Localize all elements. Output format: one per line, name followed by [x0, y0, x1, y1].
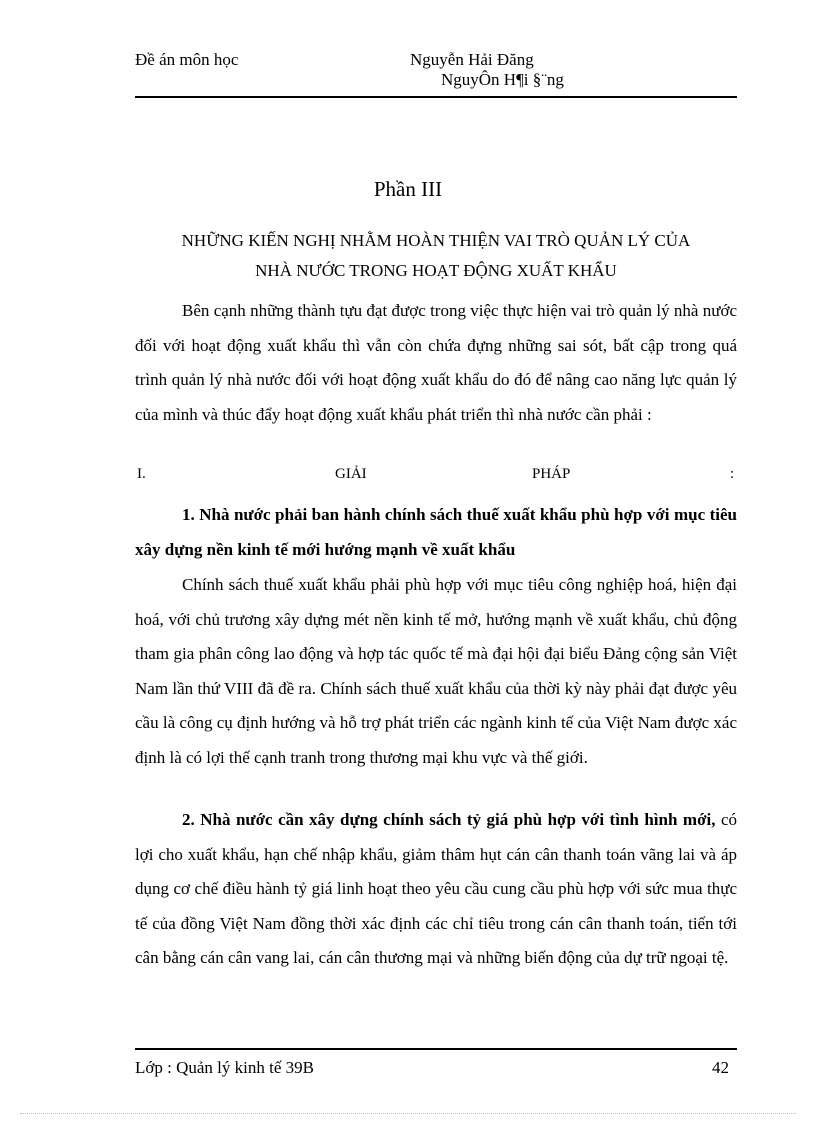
- section-1-body: [135, 568, 737, 776]
- solutions-word-2: PHÁP: [532, 466, 571, 482]
- section-title: [135, 226, 737, 286]
- solutions-heading: [135, 466, 737, 490]
- section-1-heading: [135, 498, 737, 567]
- section-title-line-1: NHỮNG KIẾN NGHỊ NHẰM HOÀN THIỆN VAI TRÒ QUẢN LÝ CỦA: [181, 231, 691, 250]
- intro-paragraph: [135, 294, 737, 432]
- class-label: Lớp : Quản lý kinh tế 39B: [135, 1058, 314, 1077]
- page-footer: [135, 1048, 737, 1077]
- intro-text: Bên cạnh những thành tựu đạt được trong việc thực hiện vai trò quản lý nhà nước đối với hoạt động xuất khẩu thì vẫn còn chứa đựng những sai sót, bất cập trong quá trình quản lý nhà nước đối với hoạt động xuất khẩu do đó để nâng cao năng lực quản lý của mình và thúc đẩy hoạt động xuất khẩu phát triển thì nhà nước cần phải :: [135, 301, 737, 424]
- solutions-colon: :: [730, 466, 735, 482]
- section-2-paragraph: [135, 803, 737, 976]
- section-2-heading-text: 2. Nhà nước cần xây dựng chính sách tỷ giá phù hợp với tình hình mới,: [182, 810, 716, 829]
- author-name: Nguyễn Hải Đăng: [410, 50, 534, 69]
- part-title: Phần III: [373, 177, 443, 201]
- bottom-dotted-line: [20, 1113, 796, 1114]
- course-label: Đề án môn học: [135, 50, 239, 69]
- page-header: [135, 48, 737, 98]
- solutions-word-1: GIẢI: [335, 466, 367, 482]
- author-name-garbled: NguyÔn H¶i §¨ng: [441, 70, 564, 89]
- solutions-number: I.: [137, 466, 146, 482]
- section-2-body-text: có lợi cho xuất khẩu, hạn chế nhập khẩu, giảm thâm hụt cán cân thanh toán vãng lai và áp dụng cơ chế điều hành tỷ giá linh hoạt theo yêu cầu cung cầu phù hợp với sức mua thực tế của đồng Việt Nam đồng thời xác định các chỉ tiêu trong cán cân thanh toán, tiến tới cân bằng cán cân vang lai, cán cân thương mại và những biến động của dự trữ ngoại tệ.: [135, 810, 738, 968]
- section-2: [135, 803, 737, 976]
- section-1-body-text: Chính sách thuế xuất khẩu phải phù hợp với mục tiêu công nghiệp hoá, hiện đại hoá, với chủ trương xây dựng mét nền kinh tế mở, hướng mạnh về xuất khẩu, chủ động tham gia phân công lao động và hợp tác quốc tế mà đại hội đại biểu Đảng cộng sản Việt Nam lần thứ VIII đã đề ra. Chính sách thuế xuất khẩu của thời kỳ này phải đạt được yêu cầu là công cụ định hướng và hỗ trợ phát triển các ngành kinh tế của Việt Nam được xác định là có lợi thế cạnh tranh trong thương mại khu vực và thế giới.: [135, 575, 737, 767]
- section-title-line-2: NHÀ NƯỚC TRONG HOẠT ĐỘNG XUẤT KHẨU: [255, 261, 617, 280]
- section-1-heading-text: 1. Nhà nước phải ban hành chính sách thuế xuất khẩu phù hợp với mục tiêu xây dựng nền kinh tế mới hướng mạnh về xuất khẩu: [135, 505, 737, 559]
- page-number: 42: [712, 1058, 729, 1077]
